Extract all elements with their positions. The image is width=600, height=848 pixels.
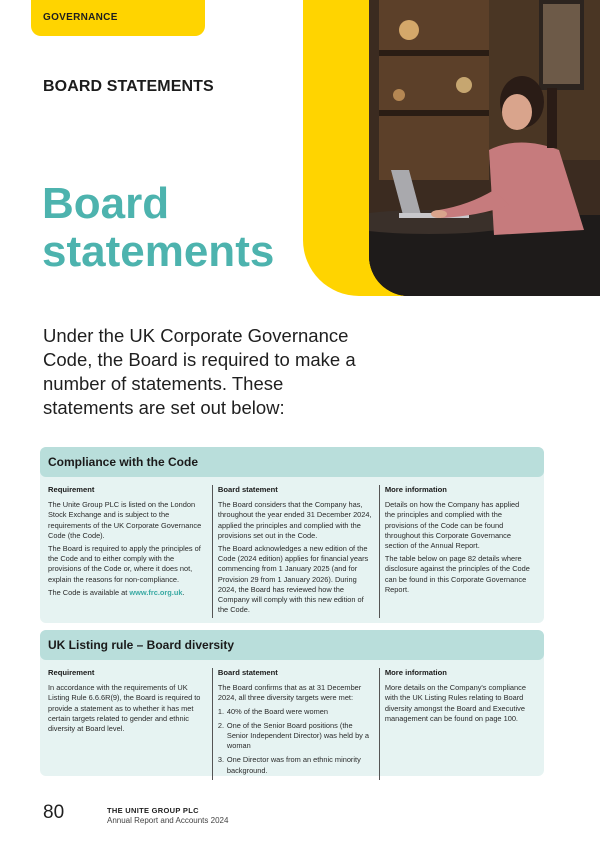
paragraph: Details on how the Company has applied the principles and complied with the provisions of the Code can be found throughout this Corporate Governance section of the Annual Report. [384,500,520,551]
list-item [218,755,373,775]
footer-company: THE UNITE GROUP PLC [107,806,199,815]
column-requirement [48,668,212,780]
section-tag-label: GOVERNANCE [43,12,118,23]
page-title-line-2: statements [42,227,275,276]
column-more-information [379,485,536,618]
list-number: 3. [217,755,225,765]
panel-compliance-columns [40,477,544,628]
section-title: BOARD STATEMENTS [43,78,214,95]
paragraph: In accordance with the requirements of UK Listing Rule 6.6.6R(9), the Board is required to provide a statement as to whether it has met certain targets related to gender and ethnic diversity at Board level. [48,683,201,734]
page-title-line-1: Board [42,179,170,228]
list-text: 40% of the Board were women [226,706,328,716]
paragraph: The Board is required to apply the principles of the Code and to either comply with the provisions of the Code or, where it does not, explain the reasons for non-compliance. [48,544,201,584]
paragraph: More details on the Company's compliance with the UK Listing Rules relating to Board diversity amongst the Board and Executive management can be found on page 100. [384,683,526,723]
list-text: One Director was from an ethnic minority background. [226,755,361,775]
panel-compliance-title: Compliance with the Code [40,447,544,477]
hero-photo-illustration [369,0,600,296]
frc-link[interactable]: www.frc.org.uk [129,587,183,597]
list-number: 2. [217,720,225,730]
footer-report-title: Annual Report and Accounts 2024 [107,816,229,825]
list-text: One of the Senior Board positions (the Senior Independent Director) was held by a woman [226,720,370,751]
panel-board-diversity-columns [40,660,544,790]
column-heading: Board statement [217,668,278,677]
paragraph: The Unite Group PLC is listed on the London Stock Exchange and is subject to the requirements of the UK Corporate Governance Code (the Code). [48,500,202,540]
panel-board-diversity-title: UK Listing rule – Board diversity [40,630,544,660]
list-item [218,707,373,717]
link-prefix: The Code is available at [48,587,130,597]
column-board-statement [212,485,379,618]
panel-board-diversity [40,630,544,776]
list-number: 1. [217,706,225,716]
paragraph: The Board acknowledges a new edition of the Code (2024 edition) applies for financial years commencing from 1 January 2025 (and for Provision 29 from 1 January 2026). During 2024, the Board has reviewed how the Company will comply with this new edition of the Code. [217,544,369,615]
column-heading: Requirement [48,485,95,494]
paragraph: The Board confirms that as at 31 December 2024, all three diversity targets were met: [217,683,362,703]
column-heading: More information [384,668,447,677]
paragraph: The Board considers that the Company has, throughout the year ended 31 December 2024, applied the principles and complied with the provisions set out in the Code. [217,500,372,540]
page-title [42,180,274,276]
section-tag [31,0,205,36]
column-heading: Board statement [217,485,278,494]
column-requirement [48,485,212,618]
column-more-information [379,668,536,780]
intro-text: Under the UK Corporate Governance Code, the Board is required to make a number of statements. These statements are set out below: [43,325,356,418]
list-item [218,721,373,752]
paragraph [48,588,206,598]
page-number: 80 [43,802,65,823]
hero-photo [369,0,600,296]
link-suffix: . [182,587,185,597]
panel-compliance [40,447,544,623]
paragraph: The table below on page 82 details where disclosure against the principles of the Code can be found in this Corporate Governance Report. [384,554,530,594]
column-heading: Requirement [48,668,95,677]
column-board-statement [212,668,379,780]
column-heading: More information [384,485,447,494]
